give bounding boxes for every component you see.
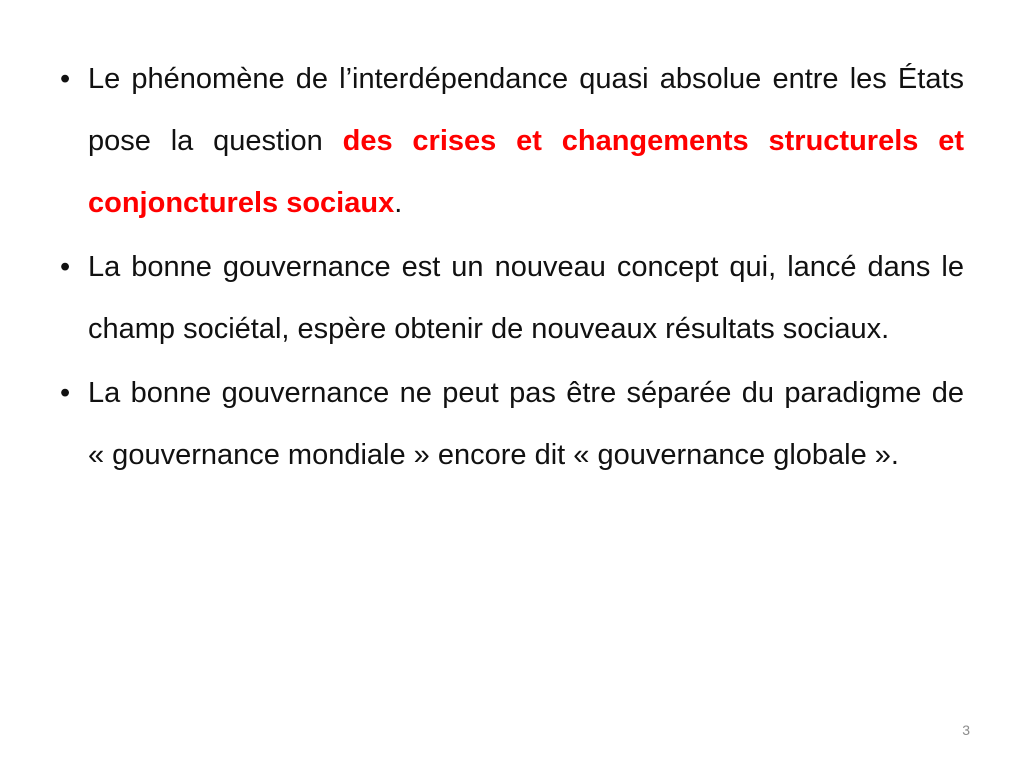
bullet-symbol: • — [60, 63, 71, 95]
bullet-item-3 — [60, 362, 964, 486]
bullet-3-text: La bonne gouvernance ne peut pas être séparée du paradigme de « gouvernance mondiale » encore dit « gouvernance globale ». — [88, 377, 964, 471]
slide-number: 3 — [962, 722, 970, 738]
bullet-list — [60, 48, 964, 488]
bullet-item-1 — [60, 48, 964, 234]
bullet-1-text-end: . — [394, 187, 403, 219]
bullet-symbol: • — [60, 377, 71, 409]
bullet-symbol: • — [60, 251, 71, 283]
bullet-1-highlight: des crises et changements structurels et conjoncturels sociaux — [88, 125, 964, 219]
bullet-2-text: La bonne gouvernance est un nouveau concept qui, lancé dans le champ sociétal, espère obtenir de nouveaux résultats sociaux. — [88, 251, 964, 345]
bullet-1-text: Le phénomène de l’interdépendance quasi absolue entre les États pose la question — [88, 63, 964, 157]
bullet-item-2 — [60, 236, 964, 360]
